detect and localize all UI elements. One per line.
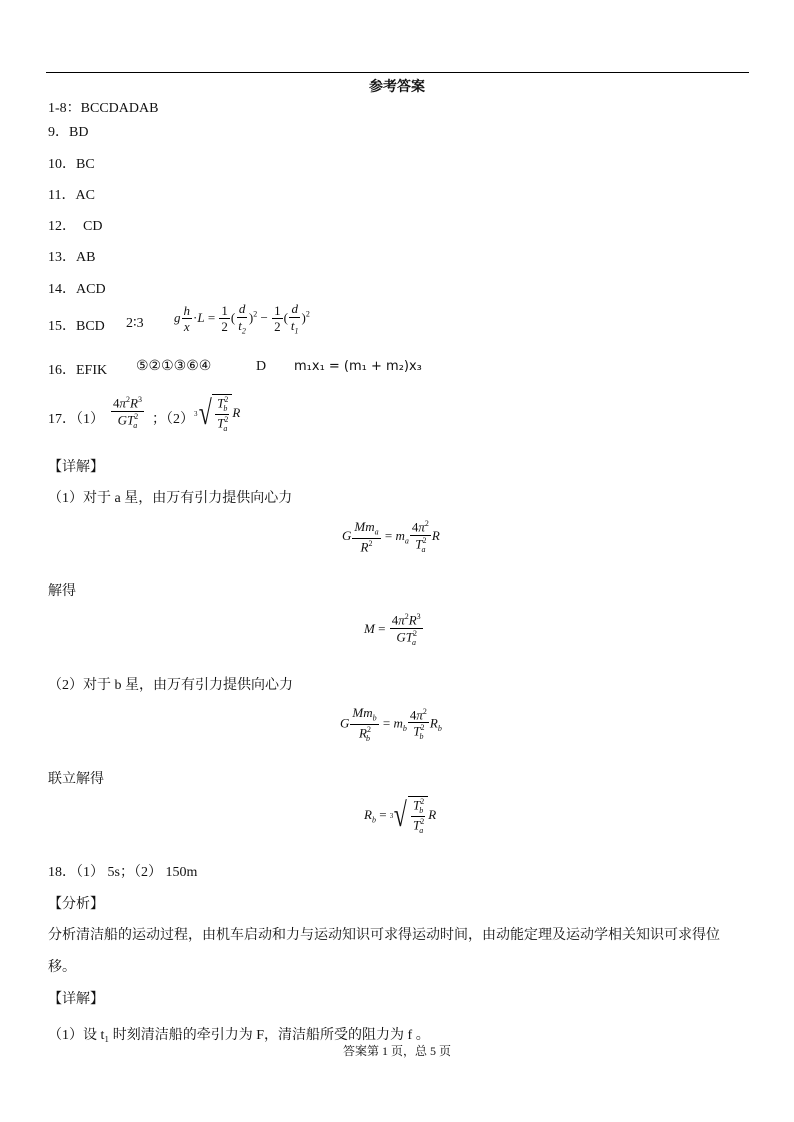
analysis-heading: 【分析】 xyxy=(48,897,104,912)
answer-17-separator: ；（2） xyxy=(152,412,194,427)
answer-17-formula-1: $\frac{4\pi^2R^3}{GT^2_a}$ xyxy=(113,395,142,430)
equation-gravity-a: G $\frac{Mm_a}{R^2}$ = $m_a$ $\frac{4\pi^2}{T^2_a}$ R xyxy=(342,519,440,555)
q17-part1-text: （1）对于 a 星，由万有引力提供向心力 xyxy=(48,491,293,506)
answer-16-equation: m₁x₁ = (m₁ + m₂)x₃ xyxy=(294,359,422,374)
solve-text: 解得 xyxy=(48,584,76,599)
equation-radius-b: $R_b$ = 3 √ $\frac{T^2_b}{T^2_a}$ R xyxy=(364,796,437,835)
answer-10: 10．BC xyxy=(48,157,95,172)
answer-16-choice: D xyxy=(256,359,267,374)
answer-13: 13．AB xyxy=(48,250,96,265)
q17-part2-text: （2）对于 b 星，由万有引力提供向心力 xyxy=(48,678,293,693)
equation-gravity-b: G $\frac{Mm_b}{R^2_b}$ = $m_b$ $\frac{4\pi^2}{T^2_b}$ $R_b$ xyxy=(340,705,442,743)
answer-15-label: 15．BCD xyxy=(48,319,105,334)
answer-17-label: 17．（1） xyxy=(48,412,104,427)
header-rule xyxy=(46,72,749,73)
detail-heading-1: 【详解】 xyxy=(48,460,104,475)
combine-solve-text: 联立解得 xyxy=(48,772,104,787)
analysis-line-1: 分析清洁船的运动过程，由机车启动和力与运动知识可求得运动时间，由动能定理及运动学相关知识可求得位 xyxy=(48,928,720,943)
answer-1-8: 1-8：BCCDADAB xyxy=(48,101,159,116)
analysis-line-2: 移。 xyxy=(48,960,76,975)
answer-11: 11．AC xyxy=(48,188,95,203)
answer-18: 18．（1） 5s；（2） 150m xyxy=(48,865,198,880)
q18-part1-text: （1）设 t₁ 时刻清洁船的牵引力为 F，清洁船所受的阻力为 f 。 xyxy=(48,1028,430,1043)
answer-15-ratio: 2∶3 xyxy=(126,316,144,331)
equation-mass: M = $\frac{4\pi^2R^3}{GT^2_a}$ xyxy=(364,612,421,647)
answer-17-formula-2: 3 √ $\frac{T^2_b}{T^2_a}$ R xyxy=(194,394,241,433)
answer-14: 14．ACD xyxy=(48,282,106,297)
answer-15-equation: g $\frac{h}{x}$ ·L = $\frac{1}{2}$ ( $\frac{d}{t_2}$ )$^2$ − $\frac{1}{2}$ ( $\frac{d}{t_1}$ )$^2$ xyxy=(174,301,310,336)
answer-16-order: ⑤②①③⑥④ xyxy=(136,359,212,374)
answer-12: 12． CD xyxy=(48,219,103,234)
answer-16-label: 16．EFIK xyxy=(48,363,108,378)
answer-9: 9．BD xyxy=(48,125,89,140)
page-footer: 答案第 1 页，总 5 页 xyxy=(342,1044,451,1058)
detail-heading-2: 【详解】 xyxy=(48,992,104,1007)
page-title: 参考答案 xyxy=(369,80,425,95)
